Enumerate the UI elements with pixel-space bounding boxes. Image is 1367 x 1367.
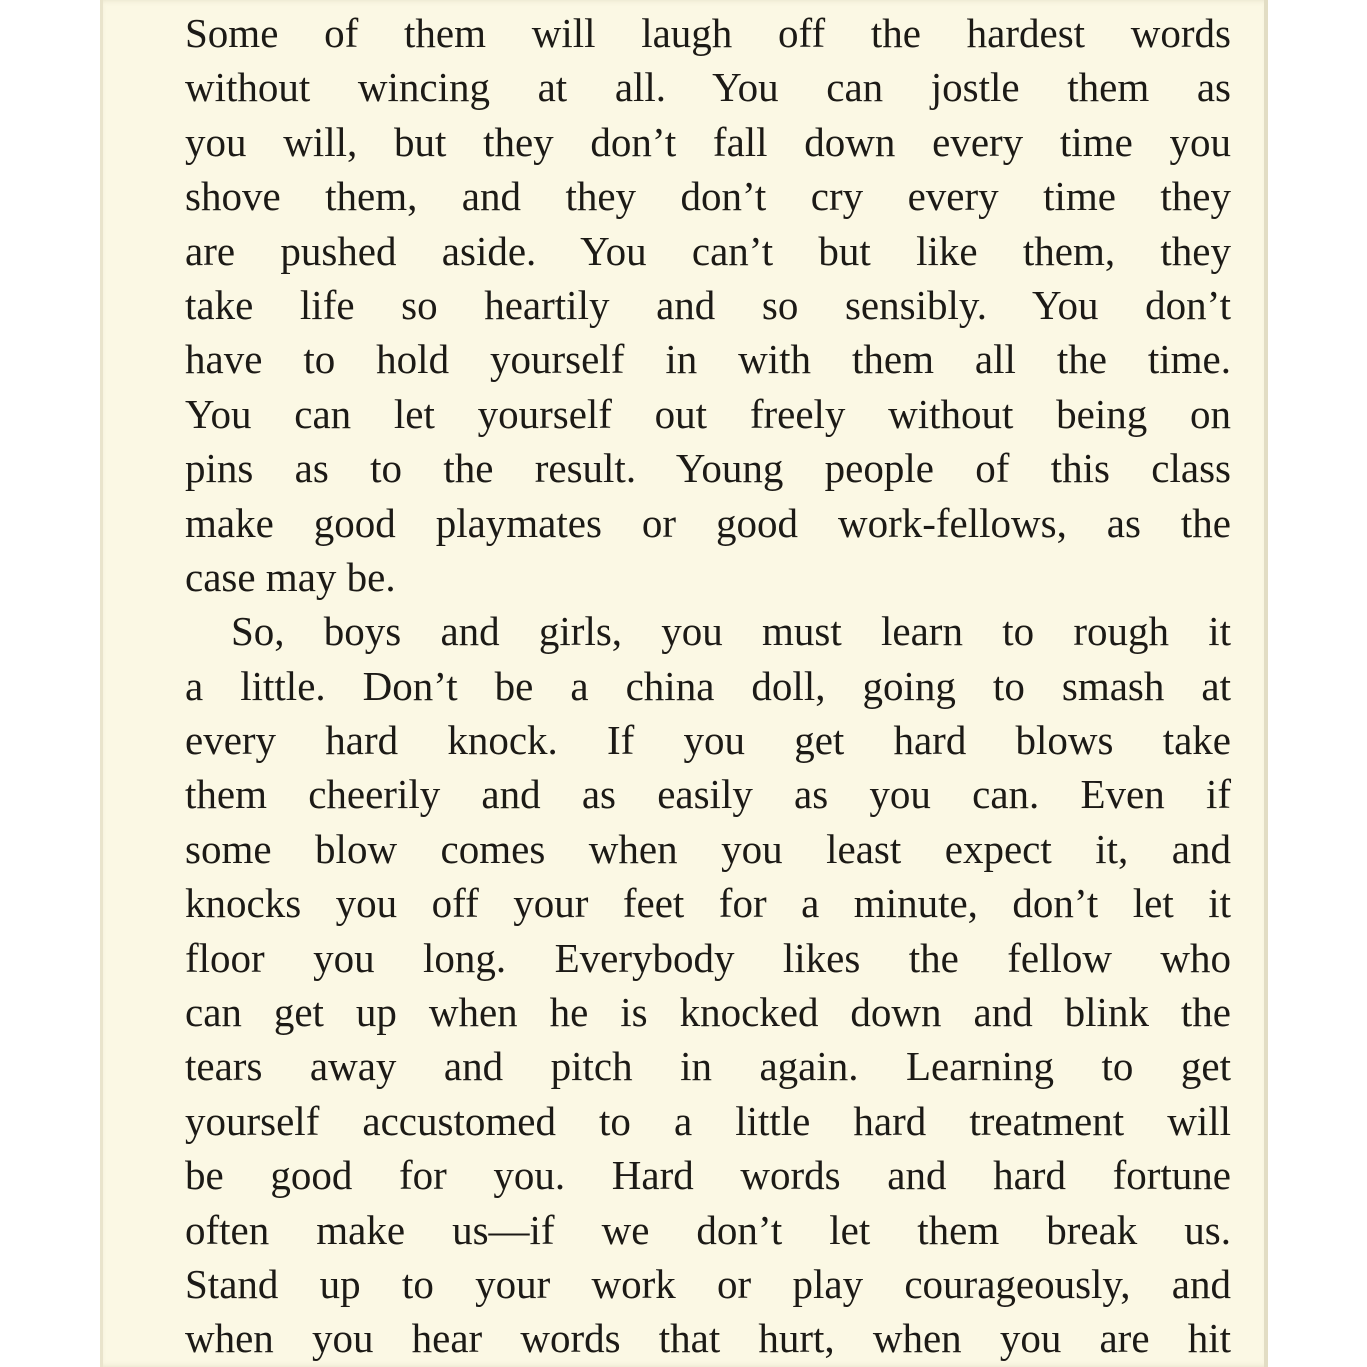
text-line: Stand up to your work or play courageously, and — [185, 1260, 1231, 1307]
text-line: floor you long. Everybody likes the fellow who — [185, 934, 1231, 981]
text-line: you will, but they don’t fall down every time you — [185, 118, 1231, 165]
text-line: are pushed aside. You can’t but like them, they — [185, 227, 1231, 274]
text-line: every hard knock. If you get hard blows take — [185, 717, 1231, 764]
text-line: You can let yourself out freely without being on — [185, 390, 1231, 437]
text-line: when you hear words that hurt, when you are hit — [185, 1315, 1231, 1362]
text-line: can get up when he is knocked down and blink the — [185, 989, 1231, 1036]
text-line: without wincing at all. You can jostle them as — [185, 64, 1231, 111]
text-line: knocks you off your feet for a minute, don’t let it — [185, 880, 1231, 927]
body-text — [185, 6, 1231, 1366]
text-line: be good for you. Hard words and hard fortune — [185, 1152, 1231, 1199]
text-line: some blow comes when you least expect it, and — [185, 825, 1231, 872]
text-line: have to hold yourself in with them all the time. — [185, 336, 1231, 383]
text-line-paragraph-start: So, boys and girls, you must learn to rough it — [231, 608, 1231, 655]
text-line: pins as to the result. Young people of this class — [185, 445, 1231, 492]
clipping-left-edge — [100, 0, 103, 1367]
text-line: a little. Don’t be a china doll, going to smash at — [185, 662, 1231, 709]
text-line-paragraph-end: case may be. — [185, 553, 396, 600]
text-line: yourself accustomed to a little hard treatment will — [185, 1097, 1231, 1144]
text-line: them cheerily and as easily as you can. Even if — [185, 771, 1231, 818]
text-line: shove them, and they don’t cry every time they — [185, 173, 1231, 220]
text-line: take life so heartily and so sensibly. You don’t — [185, 281, 1231, 328]
clipping-right-edge — [1264, 0, 1268, 1367]
text-line: make good playmates or good work-fellows, as the — [185, 499, 1231, 546]
text-line: Some of them will laugh off the hardest words — [185, 10, 1231, 56]
text-line: tears away and pitch in again. Learning to get — [185, 1043, 1231, 1090]
text-line: often make us—if we don’t let them break us. — [185, 1206, 1231, 1253]
